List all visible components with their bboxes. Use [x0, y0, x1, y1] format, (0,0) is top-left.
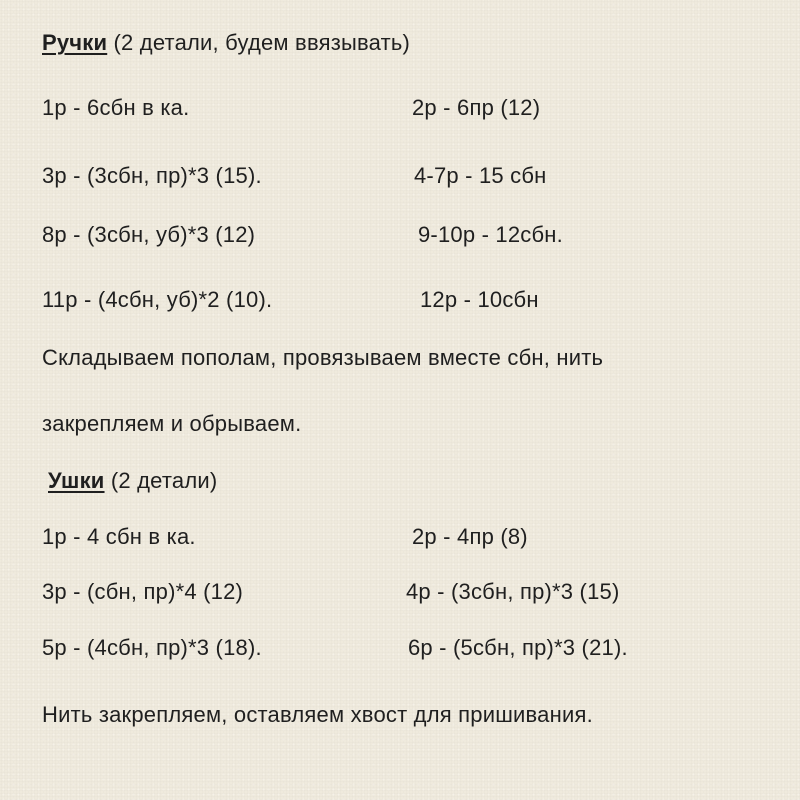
ears-row-3-left: 5р - (4сбн, пр)*3 (18).: [42, 635, 262, 660]
handles-title: Ручки: [42, 30, 108, 55]
handles-subtitle: (2 детали, будем ввязывать): [113, 30, 411, 55]
handles-heading: [42, 29, 410, 57]
ears-row-2-left: 3р - (сбн, пр)*4 (12): [42, 579, 244, 604]
handles-row-1-right: 2р - 6пр (12): [412, 95, 541, 120]
ears-heading: [48, 467, 217, 495]
ears-title: Ушки: [48, 468, 105, 493]
handles-row-1-left: 1р - 6сбн в ка.: [42, 95, 190, 120]
ears-row-1-right: 2р - 4пр (8): [412, 524, 528, 549]
handles-row-3-left: 8р - (3сбн, уб)*3 (12): [42, 222, 256, 247]
ears-note: Нить закрепляем, оставляем хвост для пришивания.: [42, 702, 593, 727]
ears-subtitle: (2 детали): [110, 468, 218, 493]
ears-row-3-right: 6р - (5сбн, пр)*3 (21).: [408, 635, 628, 660]
handles-row-2-right: 4-7р - 15 сбн: [414, 163, 547, 188]
ears-row-2-right: 4р - (3сбн, пр)*3 (15): [406, 579, 620, 604]
handles-row-4-right: 12р - 10сбн: [420, 287, 539, 312]
handles-row-2-left: 3р - (3сбн, пр)*3 (15).: [42, 163, 262, 188]
ears-row-1-left: 1р - 4 сбн в ка.: [42, 524, 196, 549]
handles-note-line-1: Складываем пополам, провязываем вместе сбн, нить: [42, 345, 604, 370]
handles-note-line-2: закрепляем и обрываем.: [42, 411, 302, 436]
handles-row-3-right: 9-10р - 12сбн.: [418, 222, 563, 247]
handles-row-4-left: 11р - (4сбн, уб)*2 (10).: [42, 287, 273, 312]
